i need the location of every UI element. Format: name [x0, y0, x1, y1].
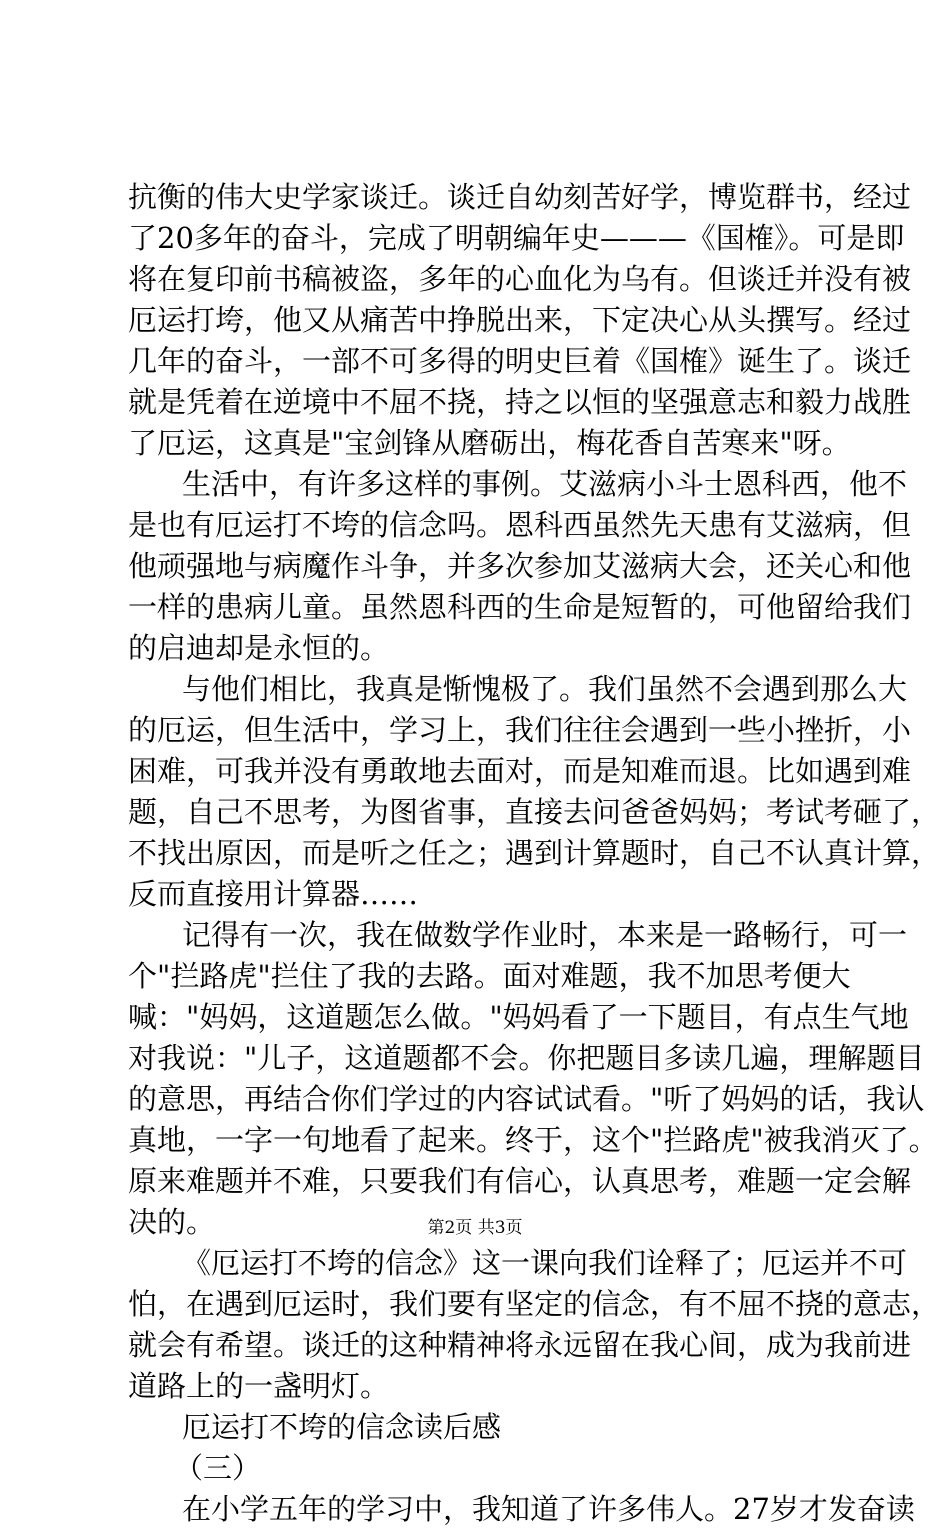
text-line: 了厄运，这真是"宝剑锋从磨砺出，梅花香自苦寒来"呀。	[128, 426, 851, 460]
text-line: 原来难题并不难，只要我们有信心，认真思考，难题一定会解	[128, 1164, 912, 1198]
text-line: 厄运打垮，他又从痛苦中挣脱出来，下定决心从头撰写。经过	[128, 303, 912, 337]
text-line: 反而直接用计算器……	[128, 877, 419, 911]
text-line: 对我说："儿子，这道题都不会。你把题目多读几遍，理解题目	[128, 1041, 925, 1075]
text-line: 与他们相比，我真是惭愧极了。我们虽然不会遇到那么大	[182, 672, 908, 706]
text-line: 困难，可我并没有勇敢地去面对，而是知难而退。比如遇到难	[128, 754, 912, 788]
text-line: 在小学五年的学习中，我知道了许多伟人。27岁才发奋读	[182, 1492, 915, 1526]
text-line: 的启迪却是永恒的。	[128, 631, 390, 665]
text-line: 几年的奋斗，一部不可多得的明史巨着《国榷》诞生了。谈迁	[128, 344, 912, 378]
text-line: 就是凭着在逆境中不屈不挠，持之以恒的坚强意志和毅力战胜	[128, 385, 912, 419]
text-line: 是也有厄运打不垮的信念吗。恩科西虽然先天患有艾滋病，但	[128, 508, 912, 542]
text-line: 了20多年的奋斗，完成了明朝编年史———《国榷》。可是即	[128, 221, 905, 255]
text-line: 他顽强地与病魔作斗争，并多次参加艾滋病大会，还关心和他	[128, 549, 912, 583]
text-line: 抗衡的伟大史学家谈迁。谈迁自幼刻苦好学，博览群书，经过	[128, 180, 912, 214]
text-line: 真地，一字一句地看了起来。终于，这个"拦路虎"被我消灭了。	[128, 1123, 938, 1157]
text-line: 的厄运，但生活中，学习上，我们往往会遇到一些小挫折，小	[128, 713, 912, 747]
text-line: 道路上的一盏明灯。	[128, 1369, 390, 1403]
text-line: 就会有希望。谈迁的这种精神将永远留在我心间，成为我前进	[128, 1328, 912, 1362]
text-line: 个"拦路虎"拦住了我的去路。面对难题，我不加思考便大	[128, 959, 851, 993]
text-line: 不找出原因，而是听之任之；遇到计算题时，自己不认真计算，	[128, 836, 941, 870]
text-line: 喊："妈妈，这道题怎么做。"妈妈看了一下题目，有点生气地	[128, 1000, 909, 1034]
text-line: 记得有一次，我在做数学作业时，本来是一路畅行，可一	[182, 918, 908, 952]
text-line: 《厄运打不垮的信念》这一课向我们诠释了；厄运并不可	[182, 1246, 908, 1280]
text-line: 将在复印前书稿被盗，多年的心血化为乌有。但谈迁并没有被	[128, 262, 912, 296]
text-line: 的意思，再结合你们学过的内容试试看。"听了妈妈的话，我认	[128, 1082, 925, 1116]
text-line: 一样的患病儿童。虽然恩科西的生命是短暂的，可他留给我们	[128, 590, 912, 624]
text-line: 厄运打不垮的信念读后感	[182, 1410, 502, 1444]
page-number-footer: 第2页 共3页	[427, 1218, 523, 1238]
text-line: 怕，在遇到厄运时，我们要有坚定的信念，有不屈不挠的意志，	[128, 1287, 941, 1321]
text-line: （三）	[174, 1451, 262, 1485]
text-line: 决的。	[128, 1205, 216, 1239]
text-line: 生活中，有许多这样的事例。艾滋病小斗士恩科西，他不	[182, 467, 908, 501]
text-line: 题，自己不思考，为图省事，直接去问爸爸妈妈；考试考砸了，	[128, 795, 941, 829]
